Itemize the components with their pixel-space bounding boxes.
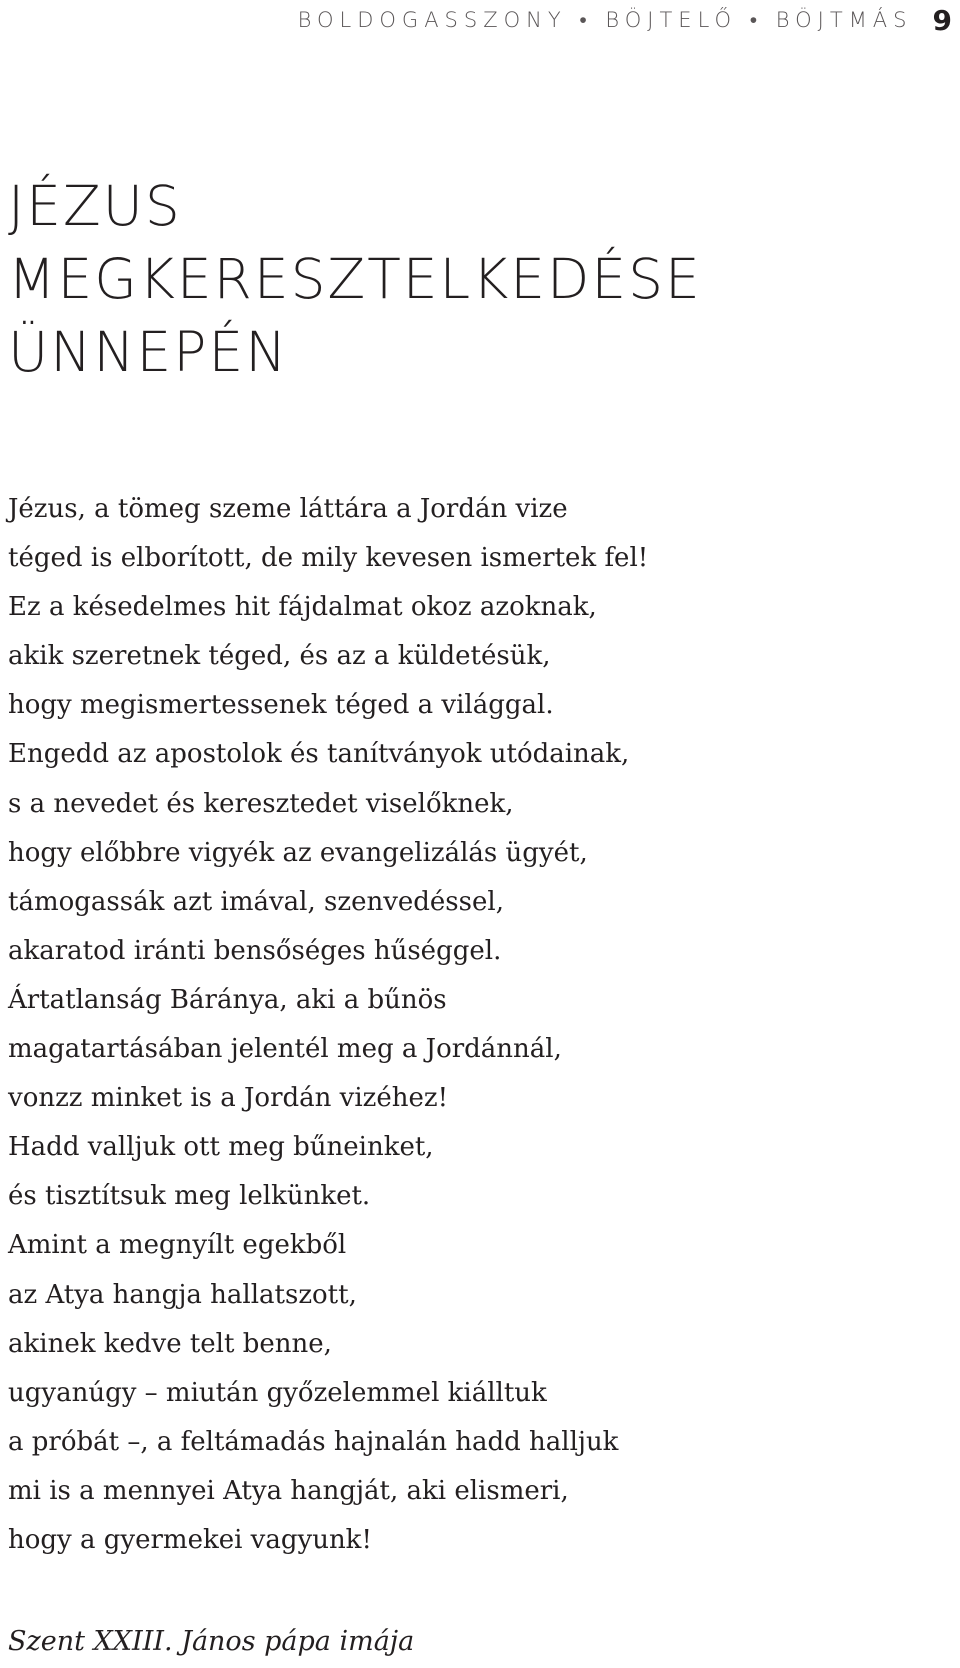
prayer-line: az Atya hangja hallatszott, (8, 1279, 357, 1310)
title-line: ÜNNEPÉN (8, 320, 289, 384)
prayer-line: s a nevedet és keresztedet viselőknek, (8, 788, 514, 819)
prayer-line: akik szeretnek téged, és az a küldetésük, (8, 641, 551, 672)
prayer-line: támogassák azt imával, szenvedéssel, (8, 886, 504, 917)
prayer-title (8, 170, 702, 389)
prayer-line: Ez a késedelmes hit fájdalmat okoz azoknak, (8, 592, 597, 623)
prayer-line: akinek kedve telt benne, (8, 1328, 332, 1359)
prayer-line: a próbát –, a feltámadás hajnalán hadd halljuk (8, 1426, 619, 1457)
prayer-line: mi is a mennyei Atya hangját, aki elismeri, (8, 1475, 569, 1506)
attribution: Szent XXIII. János pápa imája (8, 1626, 415, 1657)
prayer-line: vonzz minket is a Jordán vizéhez! (8, 1083, 449, 1114)
running-header (298, 4, 952, 37)
section-title: BOLDOGASSZONY • BÖJTELŐ • BÖJTMÁS (297, 8, 913, 32)
prayer-line: Jézus, a tömeg szeme láttára a Jordán vize (8, 494, 568, 524)
prayer-line: akaratod iránti bensőséges hűséggel. (8, 935, 502, 966)
prayer-line: Amint a megnyílt egekből (8, 1230, 347, 1261)
prayer-line: Hadd valljuk ott meg bűneinket, (8, 1132, 434, 1163)
title-line: JÉZUS (8, 174, 182, 238)
prayer-line: és tisztítsuk meg lelkünket. (8, 1181, 371, 1212)
page-number: 9 (932, 4, 952, 37)
title-line: MEGKERESZTELKEDÉSE (8, 247, 702, 311)
prayer-line: ugyanúgy – miután győzelemmel kiálltuk (8, 1377, 547, 1408)
prayer-line: hogy a gyermekei vagyunk! (8, 1524, 372, 1555)
prayer-line: magatartásában jelentél meg a Jordánnál, (8, 1034, 562, 1065)
prayer-line: hogy megismertessenek téged a világgal. (8, 690, 554, 721)
prayer-line: hogy előbbre vigyék az evangelizálás ügyét, (8, 837, 588, 868)
prayer-line: Engedd az apostolok és tanítványok utódainak, (8, 739, 630, 770)
prayer-line: Ártatlanság Báránya, aki a bűnös (8, 984, 447, 1015)
prayer-text (8, 485, 648, 1565)
prayer-line: téged is elborított, de mily kevesen ismertek fel! (8, 543, 649, 574)
